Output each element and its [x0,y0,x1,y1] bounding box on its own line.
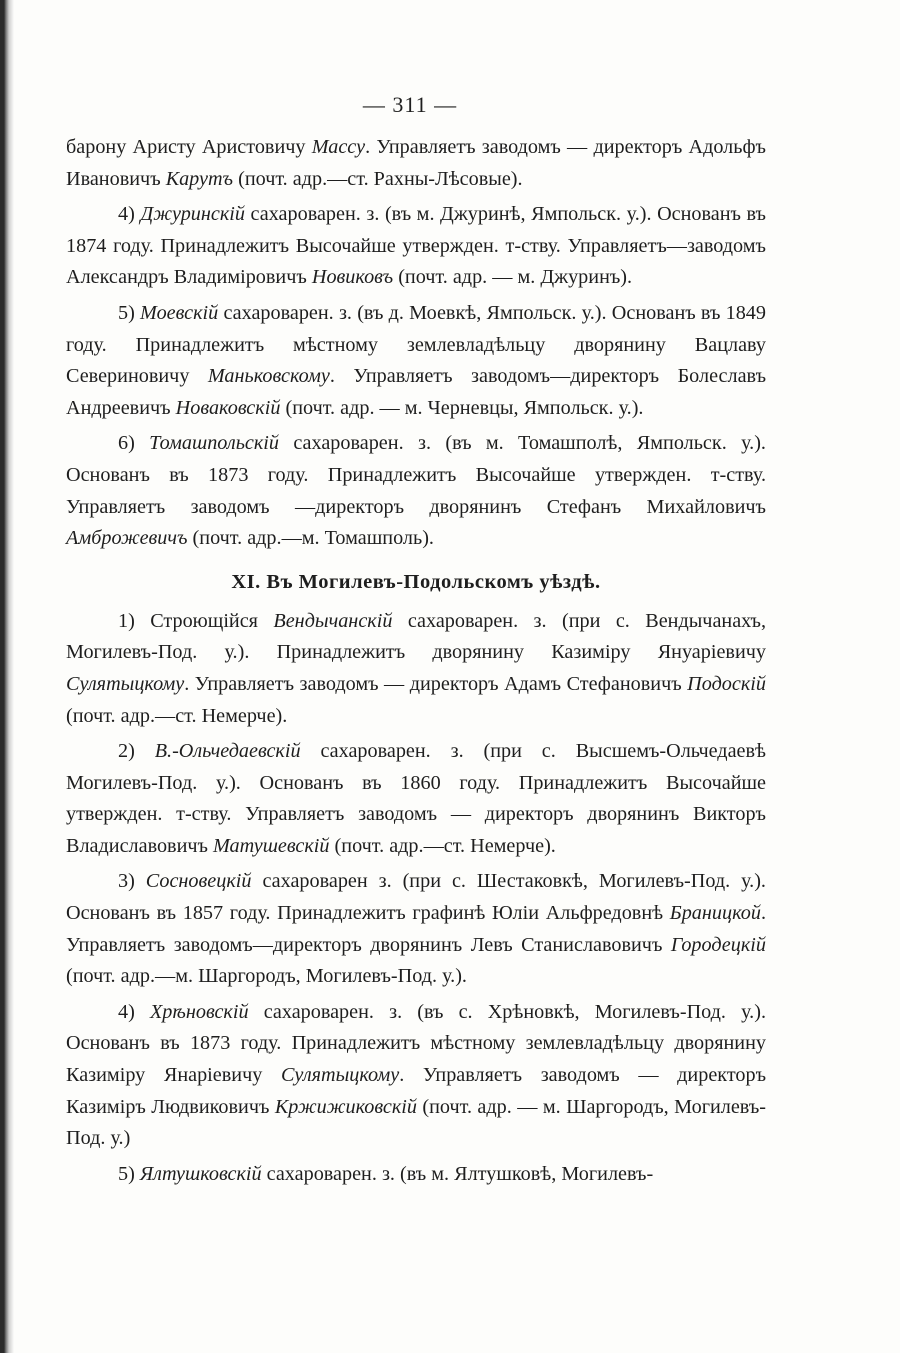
italic-name: Ялтушковскій [139,1162,262,1185]
section-heading: XI. Въ Могилевъ-Подольскомъ уѣздѣ. [231,570,601,593]
text-run: сахароварен з. (при с. Шестаковкѣ, Могилевъ-Под. у.). Основанъ въ 1857 году. Принадлежитъ графинѣ Юліи Альфредовнѣ [66,870,766,925]
italic-name: Сулятыцкому [280,1064,400,1087]
text-run: 6) [118,432,150,455]
text-run: (почт. адр.—ст. Немерче). [329,834,556,857]
text-run: 1) Строющійся [118,609,274,632]
italic-name: Хрѣновскій [149,1000,249,1023]
paragraph-p5 [66,298,766,424]
italic-name: Моевскій [140,301,219,324]
text-run: 3) [118,870,146,893]
italic-name: Маньковскому [207,365,330,388]
paragraph-s4 [66,997,766,1155]
text-run: сахароварен. з. (въ м. Ялтушковѣ, Могилевъ- [261,1162,654,1185]
paragraph-group-ampol [66,132,766,555]
italic-name: Вендычанскій [273,609,393,632]
text-run: 5) [118,301,141,324]
text-run: 2) [118,740,155,763]
text-run: 5) [118,1162,140,1185]
text-run: сахароварен. з. (при с. Вендычанахъ, Могилевъ-Под. у.). Принадлежитъ дворянину Казиміру Януаріевичу [66,609,766,664]
text-run: 4) [118,203,141,226]
paragraph-s2 [66,736,766,862]
italic-name: Томашпольскій [149,432,279,455]
paragraph-s3 [66,866,766,992]
italic-name: Новиковъ [311,266,394,289]
paragraph-s1 [66,606,766,732]
text-run: сахароварен. з. (въ с. Хрѣновкѣ, Могилевъ-Под. у.). Основанъ въ 1873 году. Принадлежитъ мѣстному землевладѣльцу дворянину Казиміру Янаріевичу [66,1000,766,1087]
page-number: — 311 — [362,92,458,117]
text-run: . Управляетъ заводомъ — директоръ Адамъ Стефановичъ [184,672,688,695]
text-run: (почт. адр.—м. Шаргородъ, Могилевъ-Под. у.). [66,965,467,988]
text-run: (почт. адр.—ст. Рахны-Лѣсовые). [233,167,523,190]
italic-name: Новаковскій [175,396,281,419]
text-run: (почт. адр. — м. Джуринъ). [393,266,633,289]
italic-name: Подоскій [687,672,766,695]
italic-name: Сулятыцкому [66,672,185,695]
italic-name: В.-Ольчедаевскій [154,740,301,763]
text-run: . Управляетъ заводомъ — директоръ Казиміръ Людвиковичъ [66,1064,767,1118]
text-run: сахароварен. з. (въ м. Томашполѣ, Ямпольск. у.). Основанъ въ 1873 году. Принадлежитъ Высочайше утвержден. т-ству. Управляетъ заводомъ —директоръ дворянинъ Стефанъ Михайловичъ [66,432,766,518]
text-run: (почт. адр. — м. Черневцы, Ямпольск. у.). [280,396,644,419]
paragraph-p4 [66,199,766,294]
text-run: 4) [118,1000,150,1023]
text-run: барону Аристу Аристовичу [66,136,312,158]
page-binding-edge [0,0,14,1353]
italic-name: Джуринскій [140,203,245,226]
paragraph-group-mogilev [66,606,766,1191]
text-run: (почт. адр.—м. Томашполь). [187,527,434,550]
italic-name: Массу [311,136,366,158]
text-run: сахароварен. з. (въ м. Джуринѣ, Ямпольск. у.). Основанъ въ 1874 году. Принадлежитъ Высочайше утвержден. т-ству. Управляетъ—заводомъ Александръ Владиміровичъ [66,203,766,289]
italic-name: Матушевскій [213,834,330,857]
page-body [66,132,766,1194]
text-run: (почт. адр. — м. Шаргородъ, Могилевъ-Под. у.) [66,1095,766,1150]
paragraph-s5 [66,1159,766,1191]
text-run: . Управляетъ заводомъ—директоръ дворянинъ Левъ Станиславовичъ [66,902,766,956]
italic-name: Браницкой [669,902,761,925]
text-run: . Управляетъ заводомъ — директоръ Адольфъ Ивановичъ [66,136,766,190]
text-run: (почт. адр.—ст. Немерче). [66,704,288,727]
italic-name: Кржижиковскій [274,1095,417,1118]
paragraph-p6 [66,428,766,554]
italic-name: Сосновецкій [145,870,252,893]
italic-name: Карутъ [165,167,234,190]
text-run: . Управляетъ заводомъ—директоръ Болеславъ Андреевичъ [66,365,767,419]
paragraph-p0 [66,132,766,195]
text-run: сахароварен. з. (при с. Высшемъ-Ольчедаевѣ Могилевъ-Под. у.). Основанъ въ 1860 году. Принадлежитъ Высочайше утвержден. т-ству. Управляетъ заводомъ — директоръ дворянинъ Викторъ Владиславовичъ [66,740,766,857]
italic-name: Амброжевичъ [66,527,188,550]
italic-name: Городецкій [670,933,766,956]
text-run: сахароварен. з. (въ д. Моевкѣ, Ямпольск. у.). Основанъ въ 1849 году. Принадлежитъ мѣстному землевладѣльцу дворянину Вацлаву Севериновичу [66,301,766,388]
